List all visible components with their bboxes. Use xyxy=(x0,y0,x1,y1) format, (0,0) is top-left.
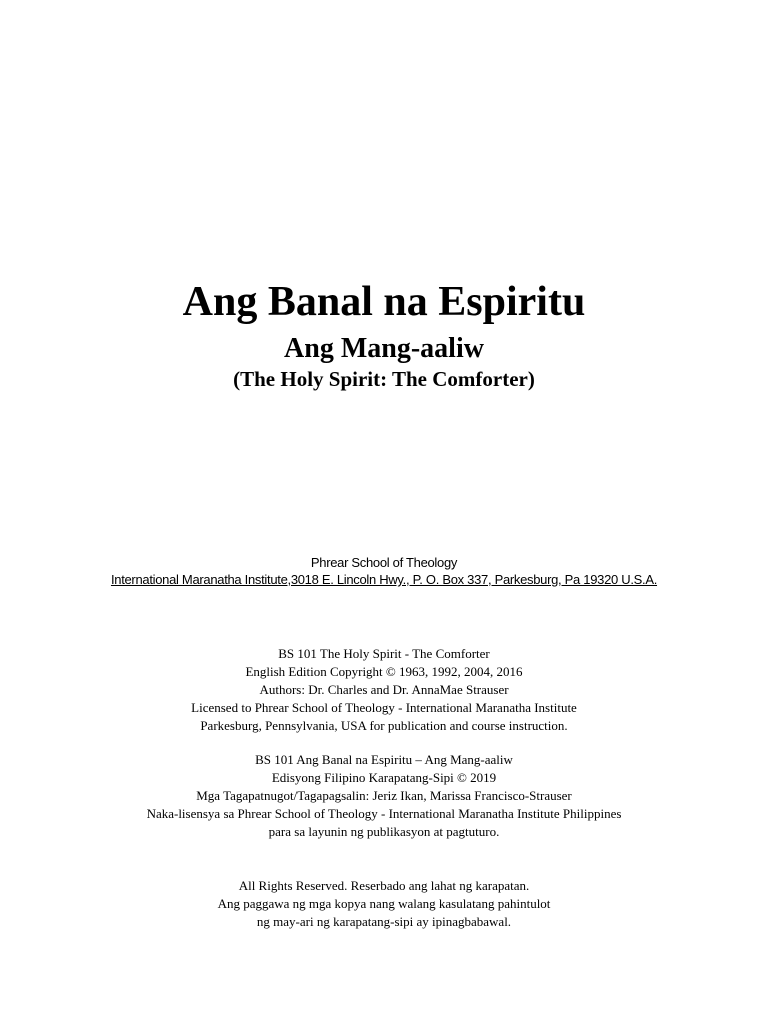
rights-reserved: All Rights Reserved. Reserbado ang lahat ng karapatan. xyxy=(238,878,530,893)
title-block xyxy=(0,278,768,392)
course-title-en: BS 101 The Holy Spirit - The Comforter xyxy=(278,646,490,661)
english-edition-info xyxy=(0,645,768,735)
course-title-fil: BS 101 Ang Banal na Espiritu – Ang Mang-aaliw xyxy=(255,752,513,767)
license-location-en: Parkesburg, Pennsylvania, USA for publication and course instruction. xyxy=(200,718,568,733)
editors-translators: Mga Tagapatnugot/Tagapagsalin: Jeriz Ikan, Marissa Francisco-Strauser xyxy=(196,788,572,803)
school-name: Phrear School of Theology xyxy=(310,555,458,570)
school-block xyxy=(0,554,768,588)
copyright-en: English Edition Copyright © 1963, 1992, 2004, 2016 xyxy=(245,664,523,679)
license-en: Licensed to Phrear School of Theology - International Maranatha Institute xyxy=(191,700,577,715)
filipino-edition-info xyxy=(0,751,768,841)
authors: Authors: Dr. Charles and Dr. AnnaMae Strauser xyxy=(259,682,509,697)
school-address: International Maranatha Institute,3018 E. Lincoln Hwy., P. O. Box 337, Parkesburg, Pa 19320 U.S.A. xyxy=(110,572,658,587)
subtitle-english: (The Holy Spirit: The Comforter) xyxy=(233,367,535,391)
license-fil: Naka-lisensya sa Phrear School of Theology - International Maranatha Institute Philippines xyxy=(146,806,622,821)
license-purpose-fil: para sa layunin ng publikasyon at pagtuturo. xyxy=(268,824,500,839)
copyright-fil: Edisyong Filipino Karapatang-Sipi © 2019 xyxy=(271,770,497,785)
copy-prohibition-2: ng may-ari ng karapatang-sipi ay ipinagbabawal. xyxy=(256,914,512,929)
copy-prohibition-1: Ang paggawa ng mga kopya nang walang kasulatang pahintulot xyxy=(217,896,551,911)
main-title: Ang Banal na Espiritu xyxy=(182,279,586,325)
subtitle: Ang Mang-aaliw xyxy=(284,333,484,364)
rights-notice xyxy=(0,877,768,931)
